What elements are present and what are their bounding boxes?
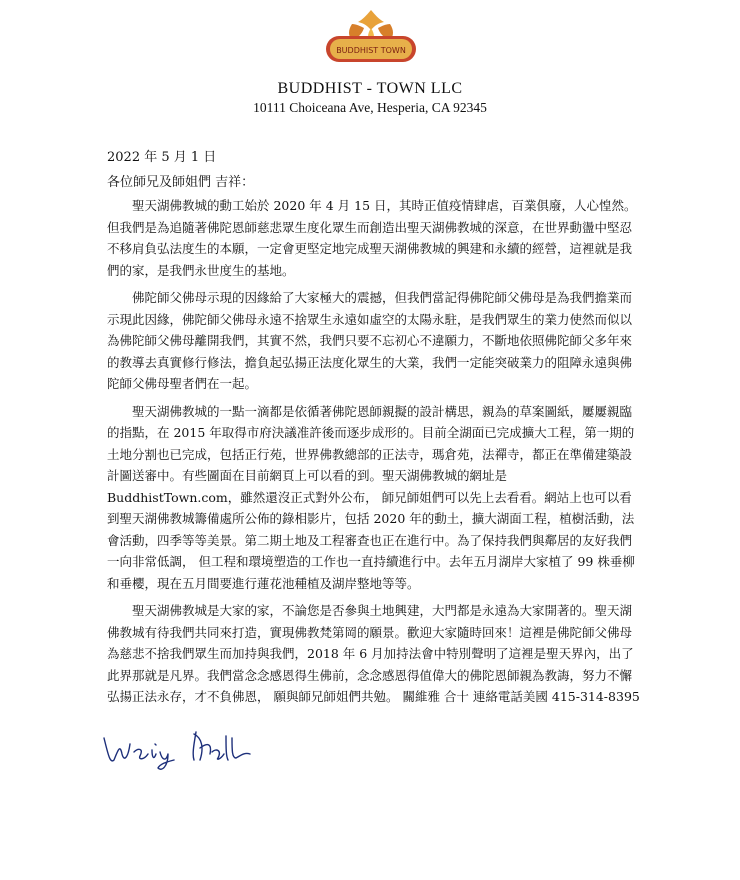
company-name: BUDDHIST - TOWN LLC <box>277 80 463 97</box>
logo-text: BUDDHIST TOWN <box>336 46 406 55</box>
letter-date: 2022 年 5 月 1 日 <box>107 150 217 165</box>
paragraph-4: 聖天湖佛教城是大家的家，不論您是否參與土地興建，大門都是永遠為大家開著的。聖天湖佛教城有待我們共同來打造，實現佛教梵第岡的願景。歡迎大家隨時回來！這裡是佛陀師父佛母為慈悲不捨我們眾生而加持與我們，2018 年 6 月加持法會中特別聲明了這裡是聖天界內，出了此界那就是凡界。我們當念念感恩得生佛前，念念感恩得值偉大的佛陀恩師親為教誨，努力不懈弘揚正法永存，才不負佛恩， 願與師兄師姐們共勉。 關維雅 合十 連絡電話美國 415-314-8395 <box>107 603 640 704</box>
letter-greeting: 各位師兄及師姐們 吉祥： <box>107 175 255 190</box>
paragraph-1: 聖天湖佛教城的動工始於 2020 年 4 月 15 日，其時正值疫情肆虐，百業俱廢，人心惶然。但我們是為追隨著佛陀恩師慈悲眾生度化眾生而創造出聖天湖佛教城的深意，在世界動盪中堅忍不移肩負弘法度生的本願，一定會更堅定地完成聖天湖佛教城的興建和永續的經營，這裡就是我們的家，是我們永世度生的基地。 <box>107 198 637 278</box>
paragraph-3: 聖天湖佛教城的一點一滴都是依循著佛陀恩師親擬的設計構思，親為的草案圖紙，屢屢親臨的指點，在 2015 年取得市府決議准許後而逐步成形的。目前全湖面已完成擴大工程，第一期的土地分割也已完成，包括正行苑，世界佛教總部的正法寺，瑪倉苑，法禪寺，都正在準備建築設計圖送審中。有些圖面在目前網頁上可以看的到。聖天湖佛教城的網址是 BuddhistTown.com，雖然還沒正式對外公布， 師兄師姐們可以先上去看看。網站上也可以看到聖天湖佛教城籌備處所公佈的錄相影片，包括 2020 年的動土，擴大湖面工程，植樹活動，法會活動，四季等等美景。第二期土地及工程審查也正在進行中。為了保持我們與鄰居的友好我們一向非常低調， 但工程和環境塑造的工作也一直持續進行中。去年五月湖岸大家植了 99 株垂柳和垂櫻，現在五月間要進行蓮花池種植及湖岸整地等等。 <box>107 403 635 591</box>
company-address: 10111 Choiceana Ave, Hesperia, CA 92345 <box>253 100 487 115</box>
buddhist-town-logo <box>318 8 424 66</box>
letter-body <box>107 195 642 714</box>
paragraph-2: 佛陀師父佛母示現的因緣給了大家極大的震撼，但我們當記得佛陀師父佛母是為我們擔業而示現此因緣，佛陀師父佛母永遠不捨眾生永遠如虛空的太陽永駐，是我們眾生的業力使然而似以為佛陀師父佛母離開我們，其實不然，我們只要不忘初心不違願力，不斷地依照佛陀師父多年來的教導去真實修行修法，擔負起弘揚正法度化眾生的大業，我們一定能突破業力的阻障永遠與佛陀師父佛母聖者們在一起。 <box>107 290 633 391</box>
handwritten-signature <box>100 720 260 776</box>
